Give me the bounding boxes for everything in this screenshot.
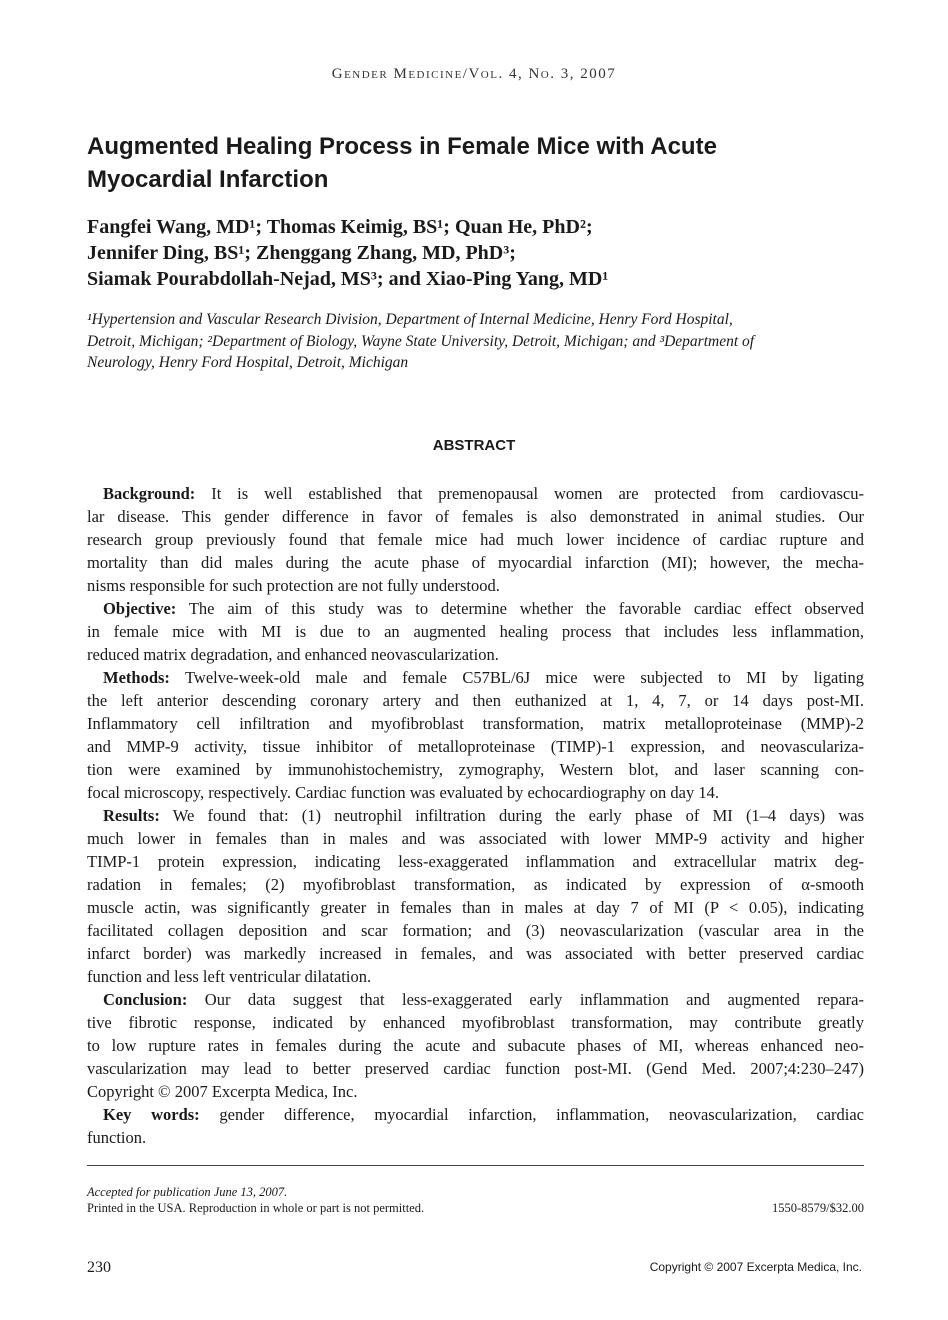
abstract-keywords — [87, 1103, 864, 1149]
printed-notice: Printed in the USA. Reproduction in whole or part is not permitted. — [87, 1201, 425, 1215]
results-line-6: facilitated collagen deposition and scar formation; and (3) neovascularization (vascular area in the — [87, 921, 864, 940]
objective-line-3: reduced matrix degradation, and enhanced neovascularization. — [87, 645, 499, 664]
authors-line-2: Jennifer Ding, BS¹; Zhenggang Zhang, MD, PhD³; — [87, 242, 516, 264]
article-title — [87, 130, 867, 196]
authors-line-3: Siamak Pourabdollah-Nejad, MS³; and Xiao-Ping Yang, MD¹ — [87, 268, 609, 290]
copyright-footer: Copyright © 2007 Excerpta Medica, Inc. — [649, 1260, 862, 1274]
page-number: 230 — [87, 1259, 111, 1276]
results-line-2: much lower in females than in males and was associated with lower MMP-9 activity and higher — [87, 829, 864, 848]
background-line-4: mortality than did males during the acute phase of myocardial infarction (MI); however, the mecha- — [87, 553, 864, 572]
authors-line-1: Fangfei Wang, MD¹; Thomas Keimig, BS¹; Quan He, PhD²; — [87, 216, 593, 238]
methods-line-1: Twelve-week-old male and female C57BL/6J mice were subjected to MI by ligating — [169, 668, 864, 687]
results-line-5: muscle actin, was significantly greater in females than in males at day 7 of MI (P < 0.05), indicating — [87, 898, 864, 917]
running-head: Gender Medicine/Vol. 4, No. 3, 2007 — [331, 66, 617, 82]
background-label: Background: — [103, 484, 196, 503]
issn-price: 1550-8579/$32.00 — [771, 1201, 864, 1215]
title-line-2: Myocardial Infarction — [87, 166, 329, 193]
results-line-4: radation in females; (2) myofibroblast transformation, as indicated by expression of α-smooth — [87, 875, 864, 894]
keywords-line-2: function. — [87, 1128, 147, 1147]
abstract-background — [87, 482, 864, 597]
author-list — [87, 214, 877, 292]
results-line-1: We found that: (1) neutrophil infiltration during the early phase of MI (1–4 days) was — [159, 806, 864, 825]
accepted-date: Accepted for publication June 13, 2007. — [87, 1185, 288, 1199]
methods-line-2: the left anterior descending coronary artery and then euthanized at 1, 4, 7, or 14 days post-MI. — [87, 691, 864, 710]
abstract-body — [87, 482, 864, 1149]
results-label: Results: — [103, 806, 160, 825]
results-line-7: infarct border) was markedly increased in females, and was associated with better preserved cardiac — [87, 944, 864, 963]
objective-label: Objective: — [103, 599, 177, 618]
abstract-results — [87, 804, 864, 988]
conclusion-line-4: vascularization may lead to better preserved cardiac function post-MI. (Gend Med. 2007;4:230–247) — [87, 1059, 864, 1078]
footnote-block — [87, 1184, 864, 1216]
title-line-1: Augmented Healing Process in Female Mice with Acute — [87, 133, 717, 160]
methods-line-5: tion were examined by immunohistochemistry, zymography, Western blot, and laser scanning con- — [87, 760, 864, 779]
abstract-conclusion — [87, 988, 864, 1103]
conclusion-line-3: to low rupture rates in females during the acute and subacute phases of MI, whereas enhanced neo- — [87, 1036, 864, 1055]
abstract-heading: ABSTRACT — [432, 437, 516, 454]
conclusion-line-1: Our data suggest that less-exaggerated early inflammation and augmented repara- — [187, 990, 864, 1009]
affiliation-line-2: Detroit, Michigan; ²Department of Biology, Wayne State University, Detroit, Michigan; and ³Department of — [87, 332, 755, 350]
conclusion-label: Conclusion: — [103, 990, 188, 1009]
conclusion-line-2: tive fibrotic response, indicated by enhanced myofibroblast transformation, may contribute greatly — [87, 1013, 864, 1032]
objective-line-1: The aim of this study was to determine whether the favorable cardiac effect observed — [176, 599, 864, 618]
background-line-1: It is well established that premenopausal women are protected from cardiovascu- — [195, 484, 864, 503]
affiliations — [87, 309, 867, 374]
keywords-line-1: gender difference, myocardial infarction, inflammation, neovascularization, cardiac — [199, 1105, 864, 1124]
methods-line-6: focal microscopy, respectively. Cardiac function was evaluated by echocardiography on day 14. — [87, 783, 719, 802]
background-line-2: lar disease. This gender difference in favor of females is also demonstrated in animal studies. Our — [87, 507, 864, 526]
abstract-objective — [87, 597, 864, 666]
conclusion-line-5: Copyright © 2007 Excerpta Medica, Inc. — [87, 1082, 358, 1101]
methods-line-3: Inflammatory cell infiltration and myofibroblast transformation, matrix metalloproteinase (MMP)-2 — [87, 714, 864, 733]
objective-line-2: in female mice with MI is due to an augmented healing process that includes less inflammation, — [87, 622, 864, 641]
results-line-8: function and less left ventricular dilatation. — [87, 967, 372, 986]
methods-line-4: and MMP-9 activity, tissue inhibitor of metalloproteinase (TIMP)-1 expression, and neovasculariza- — [87, 737, 864, 756]
methods-label: Methods: — [103, 668, 170, 687]
keywords-label: Key words: — [103, 1105, 200, 1124]
results-line-3: TIMP-1 protein expression, indicating less-exaggerated inflammation and extracellular matrix deg- — [87, 852, 864, 871]
affiliation-line-1: ¹Hypertension and Vascular Research Division, Department of Internal Medicine, Henry Ford Hospital, — [87, 311, 733, 328]
affiliation-line-3: Neurology, Henry Ford Hospital, Detroit, Michigan — [87, 354, 409, 371]
abstract-methods — [87, 666, 864, 804]
background-line-5: nisms responsible for such protection are not fully understood. — [87, 576, 500, 595]
background-line-3: research group previously found that female mice had much lower incidence of cardiac rupture and — [87, 530, 864, 549]
footnote-divider — [87, 1165, 864, 1166]
